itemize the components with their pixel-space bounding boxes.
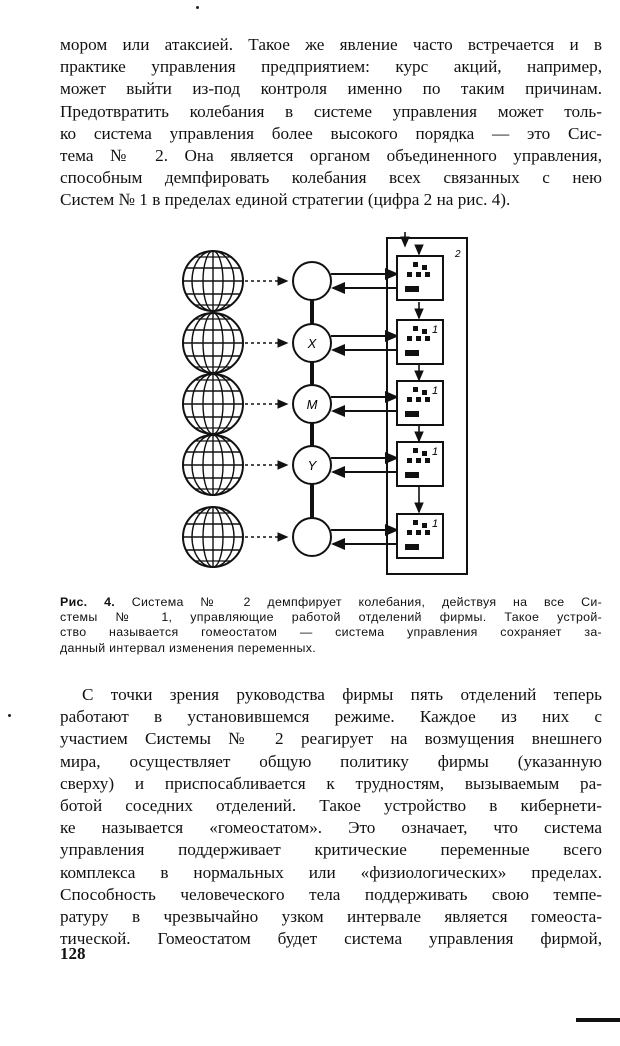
box-label: 1	[432, 385, 439, 397]
text-line: мира, осуществляет общую политику фирмы (указанную	[60, 751, 602, 771]
text-line: тема № 2. Она является органом объединенного управления,	[60, 146, 602, 166]
scan-speck	[196, 6, 199, 9]
text-line: управления поддерживает критические переменные всего	[60, 840, 602, 860]
globe-icon	[183, 374, 243, 434]
system-1-box	[397, 381, 443, 425]
caption-line: ство называется гомеостатом — система управления сохраняет за-	[60, 625, 602, 640]
caption-line: стемы № 1, управляющие работой отделений фирмы. Такое устрой-	[60, 610, 602, 625]
text-line: ботой соседних отделений. Такое устройство в кибернети-	[60, 796, 602, 816]
caption-lead: Рис. 4.	[60, 595, 116, 609]
node-label: X	[307, 336, 317, 351]
system-1-box	[397, 514, 443, 558]
paragraph-top	[60, 34, 602, 212]
globe-icon	[183, 251, 243, 311]
scan-speck	[8, 714, 11, 717]
text-line: С точки зрения руководства фирмы пять отделений теперь	[82, 685, 602, 704]
text-line: комплекса в нормальных или «физиологических» пределах.	[60, 862, 602, 882]
text-line: ратуру в чрезвычайно узком интервале является гомеоста-	[60, 907, 602, 927]
system-2-label: 2	[455, 249, 461, 260]
text-line: ко система управления более высокого порядка — это Сис-	[60, 123, 602, 143]
paragraph-bottom	[60, 684, 602, 950]
box-label: 1	[432, 324, 439, 336]
text-line: способным демпфировать колебания всех связанных с нею	[60, 168, 602, 188]
text-line: участием Системы № 2 реагирует на возмущения внешнего	[60, 729, 602, 749]
system-1-box	[397, 256, 443, 300]
page-number: 128	[60, 944, 86, 963]
caption-line: Рис. 4. Система № 2 демпфирует колебания, действуя на все Си-	[60, 595, 602, 609]
caption-line: данный интервал изменения переменных.	[60, 640, 316, 655]
globe-icon	[183, 435, 243, 495]
text-line: сверху) и приспосабливается к трудностям, вызываемым ра-	[60, 773, 602, 793]
text-line: Способность человеческого тела поддерживать свою темпе-	[60, 884, 602, 904]
globe-icon	[183, 313, 243, 373]
box-label: 1	[432, 518, 439, 530]
globe-icon	[183, 507, 243, 567]
box-label: 1	[432, 446, 439, 458]
text-line: тической. Гомеостатом будет система управления фирмой,	[60, 929, 602, 949]
system-1-box	[397, 442, 443, 486]
node-label: Y	[307, 458, 317, 473]
text-line: практике управления предприятием: курс акций, например,	[60, 57, 602, 77]
footer-rule	[576, 1018, 620, 1022]
text-line: Систем № 1 в пределах единой стратегии (цифра 2 на рис. 4).	[60, 190, 511, 210]
node-circle	[293, 518, 331, 556]
node-label: M	[306, 397, 318, 412]
text-line: Предотвратить колебания в системе управления может толь-	[60, 101, 602, 121]
figure-homeostat-diagram	[175, 232, 475, 582]
node-circle	[293, 262, 331, 300]
figure-caption	[60, 595, 602, 656]
text-line: ке называется «гомеостатом». Это означает, что система	[60, 818, 602, 838]
system-1-box	[397, 320, 443, 364]
text-line: может выйти из-под контроля именно по таким причинам.	[60, 79, 602, 99]
text-line: мором или атаксией. Такое же явление часто встречается и в	[60, 35, 602, 54]
text-line: работают в установившемся режиме. Каждое из них с	[60, 707, 602, 727]
